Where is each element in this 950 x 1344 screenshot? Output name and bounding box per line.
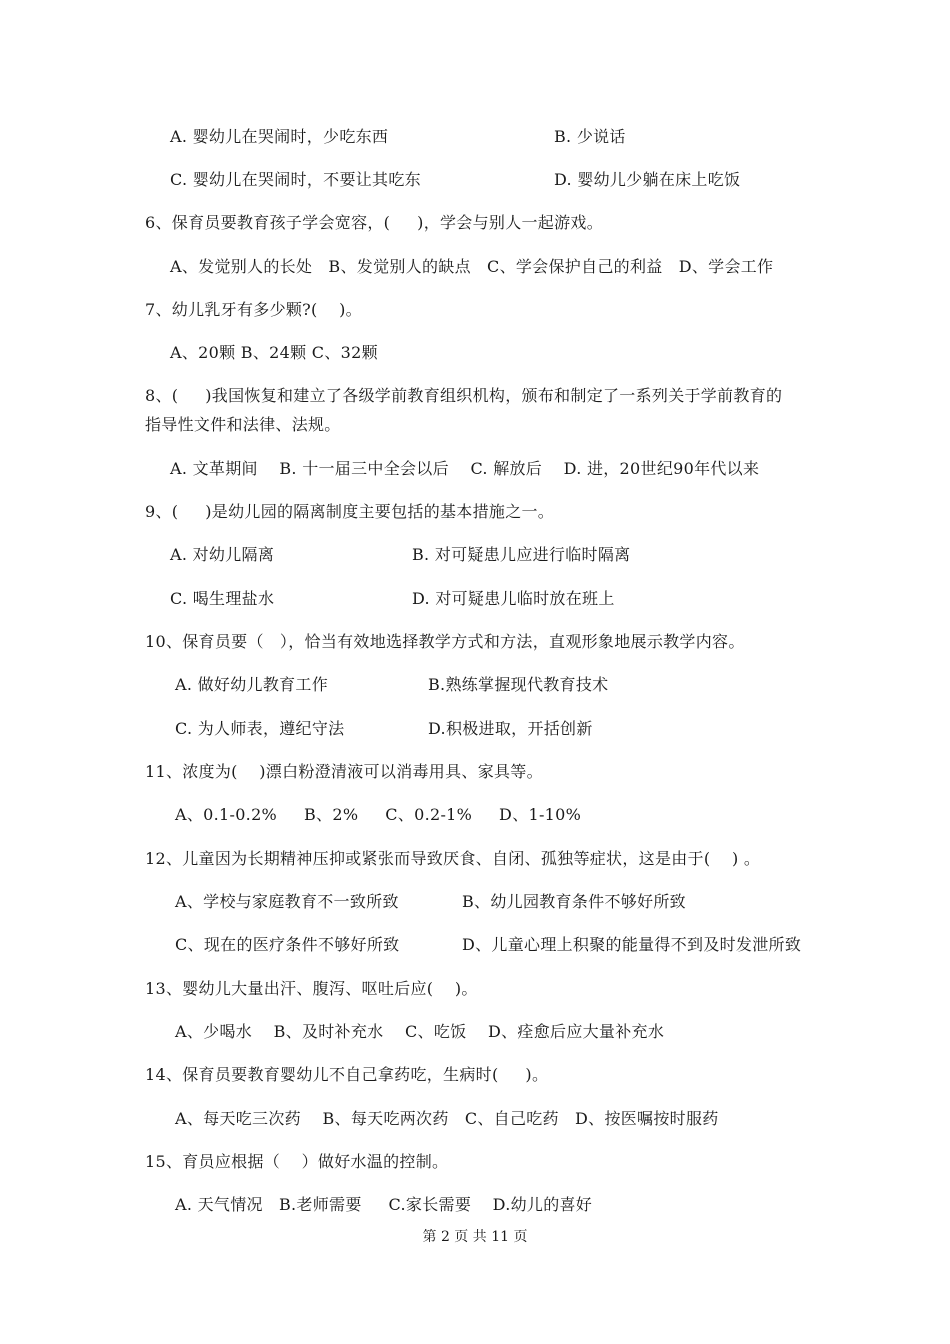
- option-12d: D、儿童心理上积聚的能量得不到及时发泄所致: [462, 935, 802, 954]
- options-13: A、少喝水 B、及时补充水 C、吃饭 D、痊愈后应大量补充水: [175, 1022, 665, 1041]
- options-8: A. 文革期间 B. 十一届三中全会以后 C. 解放后 D. 进，20世纪90年代以来: [170, 459, 760, 478]
- page-footer: 第 2 页 共 11 页: [422, 1229, 528, 1245]
- question-14: 14、保育员要教育婴幼儿不自己拿药吃，生病时( )。: [145, 1065, 549, 1084]
- option-9c: C. 喝生理盐水: [170, 589, 275, 608]
- option-5d: D. 婴幼儿少躺在床上吃饭: [554, 170, 741, 189]
- question-11: 11、浓度为( )漂白粉澄清液可以消毒用具、家具等。: [145, 762, 543, 781]
- question-10: 10、保育员要（ ），恰当有效地选择教学方式和方法，直观形象地展示教学内容。: [145, 632, 745, 651]
- question-8-line1: 8、( )我国恢复和建立了各级学前教育组织机构，颁布和制定了一系列关于学前教育的: [145, 386, 783, 405]
- option-10a: A. 做好幼儿教育工作: [175, 675, 329, 694]
- option-10c: C. 为人师表，遵纪守法: [175, 719, 345, 738]
- options-14: A、每天吃三次药 B、每天吃两次药 C、自己吃药 D、按医嘱按时服药: [175, 1109, 719, 1128]
- question-12: 12、儿童因为长期精神压抑或紧张而导致厌食、自闭、孤独等症状，这是由于( ) 。: [145, 849, 761, 868]
- question-6: 6、保育员要教育孩子学会宽容，( )，学会与别人一起游戏。: [145, 213, 603, 232]
- option-9b: B. 对可疑患儿应进行临时隔离: [412, 545, 631, 564]
- option-9d: D. 对可疑患儿临时放在班上: [412, 589, 615, 608]
- option-10d: D.积极进取，开括创新: [428, 719, 593, 738]
- option-9a: A. 对幼儿隔离: [170, 545, 275, 564]
- question-8-line2: 指导性文件和法律、法规。: [145, 415, 341, 434]
- question-9: 9、( )是幼儿园的隔离制度主要包括的基本措施之一。: [145, 502, 555, 521]
- question-13: 13、婴幼儿大量出汗、腹泻、呕吐后应( )。: [145, 979, 478, 998]
- option-5b: B. 少说话: [554, 127, 626, 146]
- options-11: A、0.1-0.2% B、2% C、0.2-1% D、1-10%: [175, 805, 582, 824]
- option-10b: B.熟练掌握现代教育技术: [428, 675, 609, 694]
- option-12a: A、学校与家庭教育不一致所致: [175, 892, 399, 911]
- options-6: A、发觉别人的长处 B、发觉别人的缺点 C、学会保护自己的利益 D、学会工作: [170, 257, 774, 276]
- question-7: 7、幼儿乳牙有多少颗?( )。: [145, 300, 362, 319]
- option-12b: B、幼儿园教育条件不够好所致: [462, 892, 686, 911]
- option-5c: C. 婴幼儿在哭闹时，不要让其吃东: [170, 170, 421, 189]
- option-12c: C、现在的医疗条件不够好所致: [175, 935, 400, 954]
- question-15: 15、育员应根据（ ）做好水温的控制。: [145, 1152, 449, 1171]
- options-7: A、20颗 B、24颗 C、32颗: [170, 343, 378, 362]
- option-5a: A. 婴幼儿在哭闹时，少吃东西: [170, 127, 389, 146]
- options-15: A. 天气情况 B.老师需要 C.家长需要 D.幼儿的喜好: [175, 1195, 593, 1214]
